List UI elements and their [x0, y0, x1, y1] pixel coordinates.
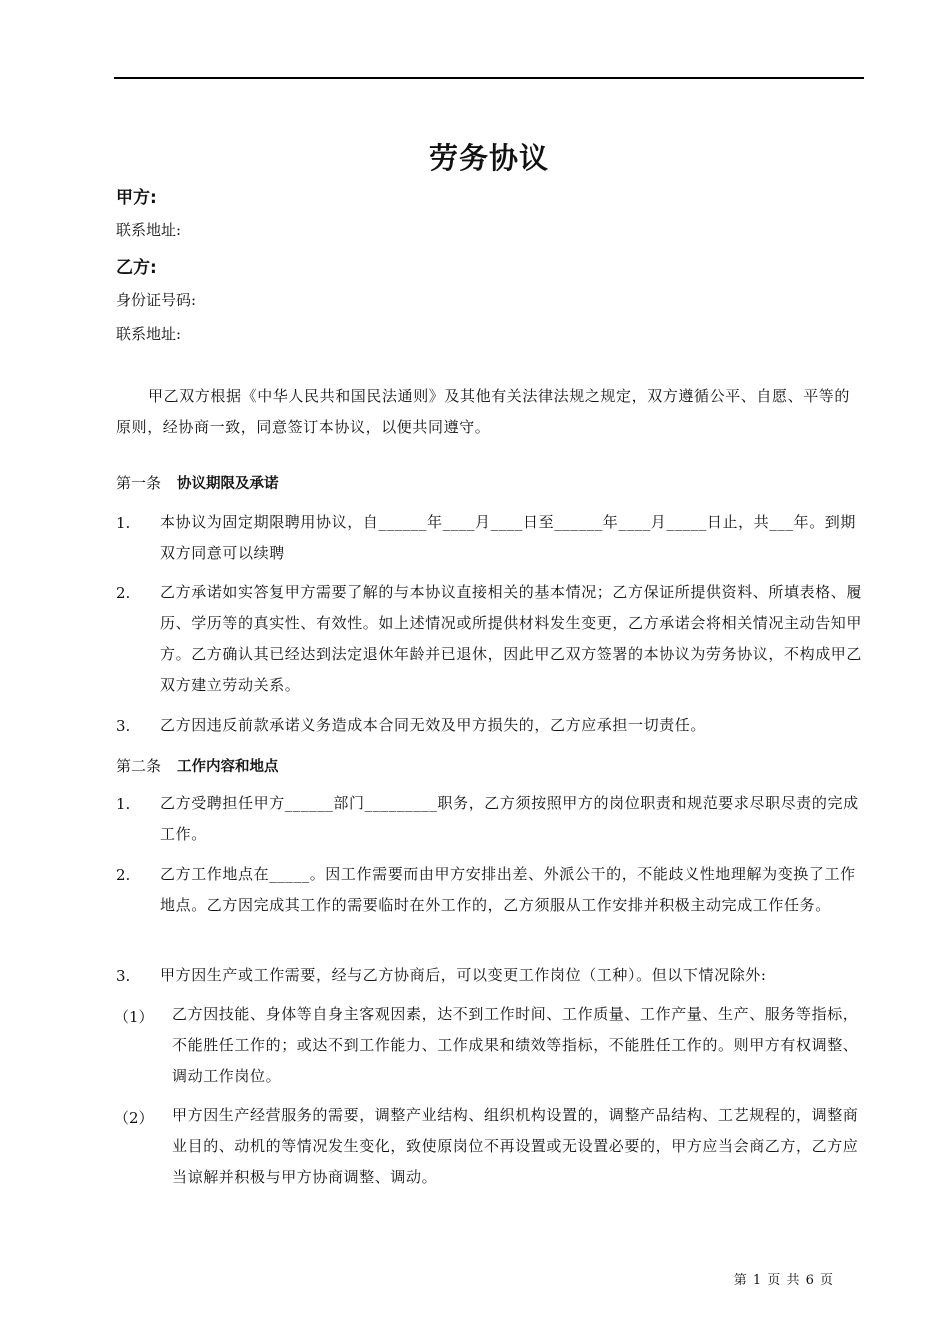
article-2-item-1-number: 1. [116, 795, 131, 813]
article-1-label: 第一条 [116, 474, 162, 492]
page-number: 第 1 页 共 6 页 [733, 1273, 834, 1288]
document-title: 劳务协议 [428, 141, 549, 175]
article-2-item-2-number: 2. [116, 866, 131, 884]
party-b-label: 乙方: [116, 258, 157, 278]
article-2-item-3-text: 甲方因生产或工作需要，经与乙方协商后，可以变更工作岗位（工种）。但以下情况除外: [160, 966, 767, 984]
article-2-item-1-text: 乙方受聘担任甲方______部门_________职务，乙方须按照甲方的岗位职责和规范要求尽职尽责的完成工作。 [160, 794, 859, 843]
article-2-subitem-2-text: 甲方因生产经营服务的需要，调整产业结构、组织机构设置的，调整产品结构、工艺规程的，调整商业目的、动机的等情况发生变化，致使原岗位不再设置或无设置必要的，甲方应当会商乙方，乙方应当谅解并积极与甲方协商调整、调动。 [172, 1106, 859, 1186]
article-2-subitem-2-number: （2） [114, 1109, 154, 1127]
article-1-item-2-number: 2. [116, 584, 131, 602]
party-a-address-label: 联系地址: [116, 221, 182, 239]
article-2-heading [116, 755, 279, 776]
article-2-item-2-text: 乙方工作地点在_____。因工作需要而由甲方安排出差、外派公干的，不能歧义性地理解为变换了工作地点。乙方因完成其工作的需要临时在外工作的，乙方须服从工作安排并积极主动完成工作任务。 [160, 865, 856, 914]
party-b-address-label: 联系地址: [116, 325, 182, 343]
article-1-item-2-text: 乙方承诺如实答复甲方需要了解的与本协议直接相关的基本情况；乙方保证所提供资料、所填表格、履历、学历等的真实性、有效性。如上述情况或所提供材料发生变更，乙方承诺会将相关情况主动告知甲方。乙方确认其已经达到法定退休年龄并已退休，因此甲乙双方签署的本协议为劳务协议，不构成甲乙双方建立劳动关系。 [160, 583, 863, 694]
article-1-item-1-text: 本协议为固定期限聘用协议，自______年____月____日至______年____月_____日止，共___年。到期双方同意可以续聘 [160, 513, 857, 562]
article-1-item-3-text: 乙方因违反前款承诺义务造成本合同无效及甲方损失的，乙方应承担一切责任。 [160, 716, 707, 734]
article-2-title: 工作内容和地点 [177, 759, 279, 775]
party-a-label: 甲方: [116, 188, 157, 208]
article-2-subitem-1-number: （1） [114, 1008, 154, 1026]
preamble: 甲乙双方根据《中华人民共和国民法通则》及其他有关法律法规之规定，双方遵循公平、自愿、平等的原则，经协商一致，同意签订本协议，以便共同遵守。 [116, 387, 851, 436]
article-1-item-1-number: 1. [116, 514, 131, 532]
article-1-item-3-number: 3. [116, 717, 131, 735]
article-1-heading [116, 472, 279, 493]
header-rule [114, 77, 864, 79]
article-2-item-3-number: 3. [116, 967, 131, 985]
article-1-title: 协议期限及承诺 [177, 476, 279, 492]
party-b-id-label: 身份证号码: [116, 291, 197, 309]
article-2-subitem-1-text: 乙方因技能、身体等自身主客观因素，达不到工作时间、工作质量、工作产量、生产、服务等指标，不能胜任工作的；或达不到工作能力、工作成果和绩效等指标，不能胜任工作的。则甲方有权调整、调动工作岗位。 [172, 1005, 859, 1085]
article-2-label: 第二条 [116, 757, 162, 775]
